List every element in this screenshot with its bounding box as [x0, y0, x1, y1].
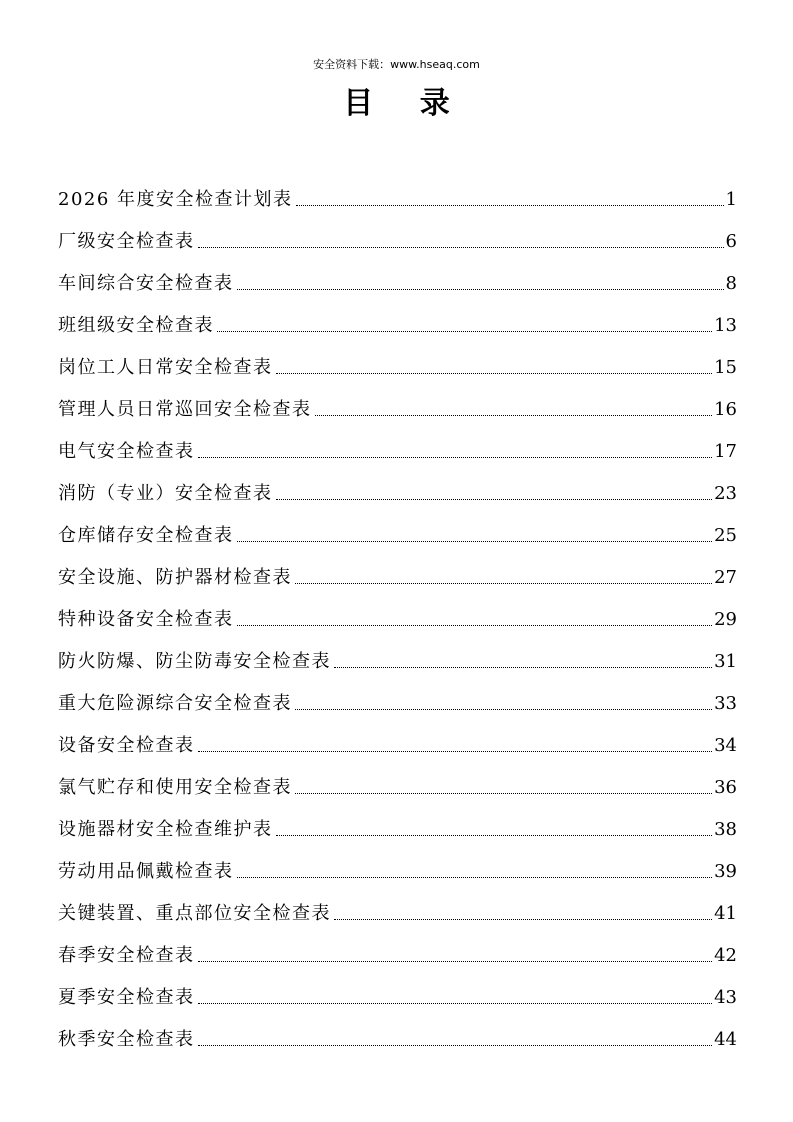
toc-entry-page: 41 — [714, 903, 737, 924]
toc-entry-label: 关键装置、重点部位安全检查表 — [58, 903, 331, 924]
toc-entry[interactable] — [58, 219, 737, 261]
toc-entry-page: 29 — [714, 609, 737, 630]
toc-entry-label: 设施器材安全检查维护表 — [58, 819, 273, 840]
toc-entry-page: 42 — [714, 945, 737, 966]
toc-entry-page: 31 — [714, 651, 737, 672]
toc-dot-leader — [276, 835, 713, 836]
toc-entry-label: 厂级安全检查表 — [58, 231, 195, 252]
toc-entry[interactable] — [58, 471, 737, 513]
toc-entry-page: 33 — [714, 693, 737, 714]
toc-entry[interactable] — [58, 1017, 737, 1059]
toc-entry-label: 管理人员日常巡回安全检查表 — [58, 399, 312, 420]
toc-dot-leader — [295, 793, 712, 794]
toc-dot-leader — [334, 919, 712, 920]
toc-dot-leader — [295, 583, 712, 584]
toc-dot-leader — [237, 625, 713, 626]
toc-dot-leader — [315, 415, 713, 416]
toc-entry-page: 39 — [714, 861, 737, 882]
toc-entry[interactable] — [58, 429, 737, 471]
toc-dot-leader — [198, 751, 713, 752]
toc-entry-label: 岗位工人日常安全检查表 — [58, 357, 273, 378]
toc-entry-page: 23 — [714, 483, 737, 504]
toc-dot-leader — [334, 667, 712, 668]
toc-entry-label: 车间综合安全检查表 — [58, 273, 234, 294]
toc-entry[interactable] — [58, 723, 737, 765]
toc-entry-page: 44 — [714, 1029, 737, 1050]
toc-dot-leader — [237, 289, 724, 290]
toc-entry[interactable] — [58, 681, 737, 723]
toc-entry-page: 17 — [714, 441, 737, 462]
toc-entry-page: 43 — [714, 987, 737, 1008]
toc-entry-label: 春季安全检查表 — [58, 945, 195, 966]
toc-entry-label: 仓库储存安全检查表 — [58, 525, 234, 546]
toc-entry-page: 34 — [714, 735, 737, 756]
toc-entry-page: 27 — [714, 567, 737, 588]
page-title: 目 录 — [343, 86, 468, 121]
toc-entry-page: 15 — [714, 357, 737, 378]
table-of-contents — [58, 177, 737, 1059]
toc-entry-page: 8 — [725, 273, 737, 294]
toc-dot-leader — [296, 205, 724, 206]
toc-entry[interactable] — [58, 387, 737, 429]
toc-entry-label: 劳动用品佩戴检查表 — [58, 861, 234, 882]
toc-entry-label: 2026 年度安全检查计划表 — [58, 189, 293, 210]
toc-entry-label: 设备安全检查表 — [58, 735, 195, 756]
toc-entry-page: 1 — [725, 189, 737, 210]
toc-entry-label: 安全设施、防护器材检查表 — [58, 567, 292, 588]
toc-dot-leader — [198, 1003, 713, 1004]
toc-entry-label: 夏季安全检查表 — [58, 987, 195, 1008]
toc-dot-leader — [276, 373, 713, 374]
toc-entry[interactable] — [58, 975, 737, 1017]
toc-entry[interactable] — [58, 765, 737, 807]
toc-entry-page: 6 — [725, 231, 737, 252]
toc-entry[interactable] — [58, 303, 737, 345]
toc-dot-leader — [198, 1045, 713, 1046]
toc-dot-leader — [237, 541, 713, 542]
toc-dot-leader — [198, 961, 713, 962]
toc-dot-leader — [295, 709, 712, 710]
toc-entry[interactable] — [58, 513, 737, 555]
toc-entry-label: 班组级安全检查表 — [58, 315, 214, 336]
toc-entry[interactable] — [58, 555, 737, 597]
toc-entry-label: 特种设备安全检查表 — [58, 609, 234, 630]
toc-entry-page: 25 — [714, 525, 737, 546]
toc-entry[interactable] — [58, 891, 737, 933]
toc-entry-label: 电气安全检查表 — [58, 441, 195, 462]
toc-entry[interactable] — [58, 849, 737, 891]
toc-entry-label: 氯气贮存和使用安全检查表 — [58, 777, 292, 798]
toc-entry-page: 36 — [714, 777, 737, 798]
toc-entry-label: 秋季安全检查表 — [58, 1029, 195, 1050]
toc-entry-page: 16 — [714, 399, 737, 420]
toc-dot-leader — [217, 331, 712, 332]
toc-entry[interactable] — [58, 933, 737, 975]
toc-entry[interactable] — [58, 345, 737, 387]
toc-dot-leader — [198, 247, 724, 248]
toc-entry[interactable] — [58, 639, 737, 681]
header-site-link[interactable]: 安全资料下载：www.hseaq.com — [313, 58, 480, 71]
toc-entry[interactable] — [58, 261, 737, 303]
toc-dot-leader — [237, 877, 713, 878]
toc-dot-leader — [198, 457, 713, 458]
toc-entry[interactable] — [58, 177, 737, 219]
toc-entry[interactable] — [58, 807, 737, 849]
toc-entry-label: 消防（专业）安全检查表 — [58, 483, 273, 504]
toc-entry-label: 防火防爆、防尘防毒安全检查表 — [58, 651, 331, 672]
toc-entry-label: 重大危险源综合安全检查表 — [58, 693, 292, 714]
toc-entry-page: 38 — [714, 819, 737, 840]
toc-entry[interactable] — [58, 597, 737, 639]
toc-dot-leader — [276, 499, 713, 500]
toc-entry-page: 13 — [714, 315, 737, 336]
